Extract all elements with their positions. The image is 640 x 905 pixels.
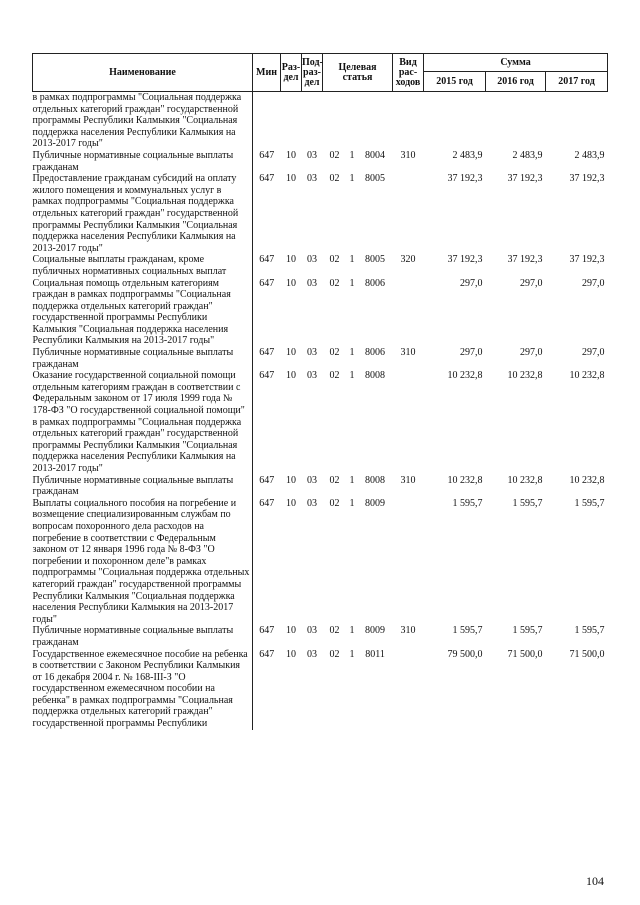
row-sum-2016 [486, 92, 546, 150]
row-sum-2017: 297,0 [582, 277, 605, 289]
row-target-subprogram: 1 [349, 277, 355, 289]
row-min: 647 [259, 347, 275, 359]
row-name: Выплаты социального пособия на погребение и возмещение специализированным службам по вопросам похоронного дела расходов на погребение в соответствии с Федеральным законом от 12 января 1996 года № 8-ФЗ "О погребении и похоронном деле"в рамках подпрограммы "Социальная поддержка отдельных категорий граждан" государственной программы Республики Калмыкия "Социальная поддержка населения Республики Калмыкия на 2013-2017 годы" [33, 498, 253, 626]
row-sum-2016: 2 483,9 [512, 149, 543, 161]
row-razdel [281, 92, 302, 150]
table-row [33, 475, 608, 498]
row-sum-2016: 37 192,3 [507, 254, 543, 266]
row-name: Предоставление гражданам субсидий на оплату жилого помещения и коммунальных услуг в рамках подпрограммы "Социальная поддержка отдельных категорий граждан" государственной программы Республики Калмыкия "Социальная поддержка населения Республики Калмыкия на 2013-2017 годы" [33, 173, 253, 254]
row-expense-type [393, 173, 424, 254]
row-expense-type: 320 [400, 254, 416, 266]
header-podrazdel: Под-раз-дел [302, 54, 323, 92]
row-name: Оказание государственной социальной помощи отдельным категориям граждан в соответствии с Федеральным законом от 17 июля 1999 года № 178-ФЗ "О государственной социальной помощи" в рамках подпрограммы "Социальная поддержка отдельных категорий граждан" государственной программы Республики Калмыкия "Социальная поддержка населения Республики Калмыкия на 2013-2017 годы" [33, 370, 253, 474]
row-sum-2015: 37 192,3 [447, 173, 483, 185]
row-sum-2015: 79 500,0 [447, 648, 483, 660]
row-expense-type [393, 370, 424, 474]
row-target-subprogram: 1 [349, 173, 355, 185]
header-min: Мин [253, 54, 281, 92]
row-sum-2017: 10 232,8 [569, 370, 605, 382]
row-target-program: 02 [329, 648, 340, 660]
row-sum-2017: 10 232,8 [569, 474, 605, 486]
row-target-code: 8008 [365, 474, 385, 486]
row-target-program: 02 [329, 347, 340, 359]
row-podrazdel [302, 92, 323, 150]
row-target-program: 02 [329, 625, 340, 637]
row-sum-2015: 10 232,8 [447, 474, 483, 486]
row-razdel: 10 [286, 347, 296, 359]
table-row [33, 254, 608, 277]
row-target-program: 02 [329, 173, 340, 185]
row-target-program: 02 [329, 277, 340, 289]
row-expense-type: 310 [400, 149, 416, 161]
row-sum-2015: 2 483,9 [452, 149, 483, 161]
row-podrazdel: 03 [307, 254, 317, 266]
row-razdel: 10 [286, 277, 296, 289]
row-name: Публичные нормативные социальные выплаты гражданам [33, 625, 253, 648]
header-vid: Вид рас-ходов [393, 54, 424, 92]
row-expense-type: 310 [400, 474, 416, 486]
row-sum-2015 [424, 92, 486, 150]
table-body [33, 92, 608, 730]
row-target-program: 02 [329, 370, 340, 382]
page-number: 104 [586, 874, 604, 888]
row-min: 647 [259, 149, 275, 161]
row-target-code: 8008 [365, 370, 385, 382]
row-sum-2016: 10 232,8 [507, 370, 543, 382]
row-razdel: 10 [286, 149, 296, 161]
budget-table [32, 53, 608, 730]
row-razdel: 10 [286, 497, 296, 509]
row-target-subprogram: 1 [349, 149, 355, 161]
row-sum-2015: 1 595,7 [452, 625, 483, 637]
table-row [33, 370, 608, 474]
row-target-code: 8005 [365, 254, 385, 266]
row-expense-type: 310 [400, 625, 416, 637]
row-podrazdel: 03 [307, 370, 317, 382]
row-min: 647 [259, 173, 275, 185]
row-target-subprogram [347, 92, 358, 150]
row-sum-2016: 37 192,3 [507, 173, 543, 185]
row-razdel: 10 [286, 625, 296, 637]
table-row [33, 92, 608, 150]
row-sum-2017: 1 595,7 [574, 625, 605, 637]
row-min: 647 [259, 497, 275, 509]
row-target-code: 8009 [365, 497, 385, 509]
row-sum-2015: 297,0 [460, 277, 483, 289]
row-sum-2016: 1 595,7 [512, 625, 543, 637]
row-podrazdel: 03 [307, 347, 317, 359]
row-sum-2017: 37 192,3 [569, 173, 605, 185]
table-row [33, 649, 608, 730]
row-podrazdel: 03 [307, 648, 317, 660]
row-razdel: 10 [286, 474, 296, 486]
header-year-2017: 2017 год [546, 72, 608, 92]
table-row [33, 625, 608, 648]
row-expense-type [393, 278, 424, 348]
row-sum-2016: 10 232,8 [507, 474, 543, 486]
header-sum: Сумма [424, 54, 608, 72]
row-name: Публичные нормативные социальные выплаты гражданам [33, 475, 253, 498]
table-row [33, 278, 608, 348]
row-razdel: 10 [286, 648, 296, 660]
row-target-code: 8005 [365, 173, 385, 185]
row-sum-2015: 37 192,3 [447, 254, 483, 266]
row-podrazdel: 03 [307, 474, 317, 486]
row-sum-2017: 71 500,0 [569, 648, 605, 660]
row-podrazdel: 03 [307, 149, 317, 161]
row-target-subprogram: 1 [349, 347, 355, 359]
row-expense-type: 310 [400, 347, 416, 359]
row-razdel: 10 [286, 173, 296, 185]
row-sum-2017 [546, 92, 608, 150]
row-sum-2017: 1 595,7 [574, 497, 605, 509]
row-target-subprogram: 1 [349, 497, 355, 509]
row-razdel: 10 [286, 370, 296, 382]
row-podrazdel: 03 [307, 625, 317, 637]
row-sum-2016: 71 500,0 [507, 648, 543, 660]
row-target-subprogram: 1 [349, 474, 355, 486]
row-name: в рамках подпрограммы "Социальная поддержка отдельных категорий граждан" государственной программы Республики Калмыкия "Социальная поддержка населения Республики Калмыкия на 2013-2017 годы" [33, 92, 253, 150]
row-sum-2015: 1 595,7 [452, 497, 483, 509]
row-min: 647 [259, 370, 275, 382]
row-target-program: 02 [329, 497, 340, 509]
row-target-code: 8006 [365, 347, 385, 359]
table-row [33, 347, 608, 370]
row-sum-2015: 10 232,8 [447, 370, 483, 382]
row-sum-2017: 297,0 [582, 347, 605, 359]
row-min: 647 [259, 277, 275, 289]
header-name: Наименование [33, 54, 253, 92]
table-row [33, 150, 608, 173]
table-row [33, 498, 608, 626]
header-year-2015: 2015 год [424, 72, 486, 92]
row-podrazdel: 03 [307, 173, 317, 185]
row-min: 647 [259, 648, 275, 660]
row-sum-2016: 1 595,7 [512, 497, 543, 509]
row-name: Публичные нормативные социальные выплаты гражданам [33, 347, 253, 370]
row-target-code [358, 92, 393, 150]
row-sum-2016: 297,0 [520, 277, 543, 289]
row-sum-2017: 2 483,9 [574, 149, 605, 161]
row-target-subprogram: 1 [349, 625, 355, 637]
row-target-subprogram: 1 [349, 648, 355, 660]
row-min: 647 [259, 474, 275, 486]
row-target-subprogram: 1 [349, 370, 355, 382]
table-row [33, 173, 608, 254]
row-name: Публичные нормативные социальные выплаты гражданам [33, 150, 253, 173]
row-expense-type [393, 649, 424, 730]
row-target-code: 8004 [365, 149, 385, 161]
row-podrazdel: 03 [307, 497, 317, 509]
row-target-program: 02 [329, 149, 340, 161]
header-year-2016: 2016 год [486, 72, 546, 92]
row-sum-2016: 297,0 [520, 347, 543, 359]
row-podrazdel: 03 [307, 277, 317, 289]
row-name: Социальные выплаты гражданам, кроме публичных нормативных социальных выплат [33, 254, 253, 277]
row-target-program: 02 [329, 474, 340, 486]
row-sum-2017: 37 192,3 [569, 254, 605, 266]
row-target-code: 8011 [365, 648, 385, 660]
row-expense-type [393, 92, 424, 150]
row-target-code: 8006 [365, 277, 385, 289]
header-razdel: Раз-дел [281, 54, 302, 92]
row-name: Государственное ежемесячное пособие на ребенка в соответствии с Законом Республики Калмыкия от 16 декабря 2004 г. № 168-III-З "О государственном ежемесячном пособии на ребенка" в рамках подпрограммы "Социальная поддержка отдельных категорий граждан" государственной программы Республики [33, 649, 253, 730]
row-target-code: 8009 [365, 625, 385, 637]
row-target-subprogram: 1 [349, 254, 355, 266]
row-expense-type [393, 498, 424, 626]
row-min: 647 [259, 625, 275, 637]
row-min: 647 [259, 254, 275, 266]
row-sum-2015: 297,0 [460, 347, 483, 359]
row-name: Социальная помощь отдельным категориям граждан в рамках подпрограммы "Социальная поддержка отдельных категорий граждан" государственной программы Республики Калмыкия "Социальная поддержка населения Республики Калмыкия на 2013-2017 годы" [33, 278, 253, 348]
header-target: Целевая статья [323, 54, 393, 92]
row-min [253, 92, 281, 150]
row-razdel: 10 [286, 254, 296, 266]
row-target-program: 02 [329, 254, 340, 266]
row-target-program [323, 92, 347, 150]
